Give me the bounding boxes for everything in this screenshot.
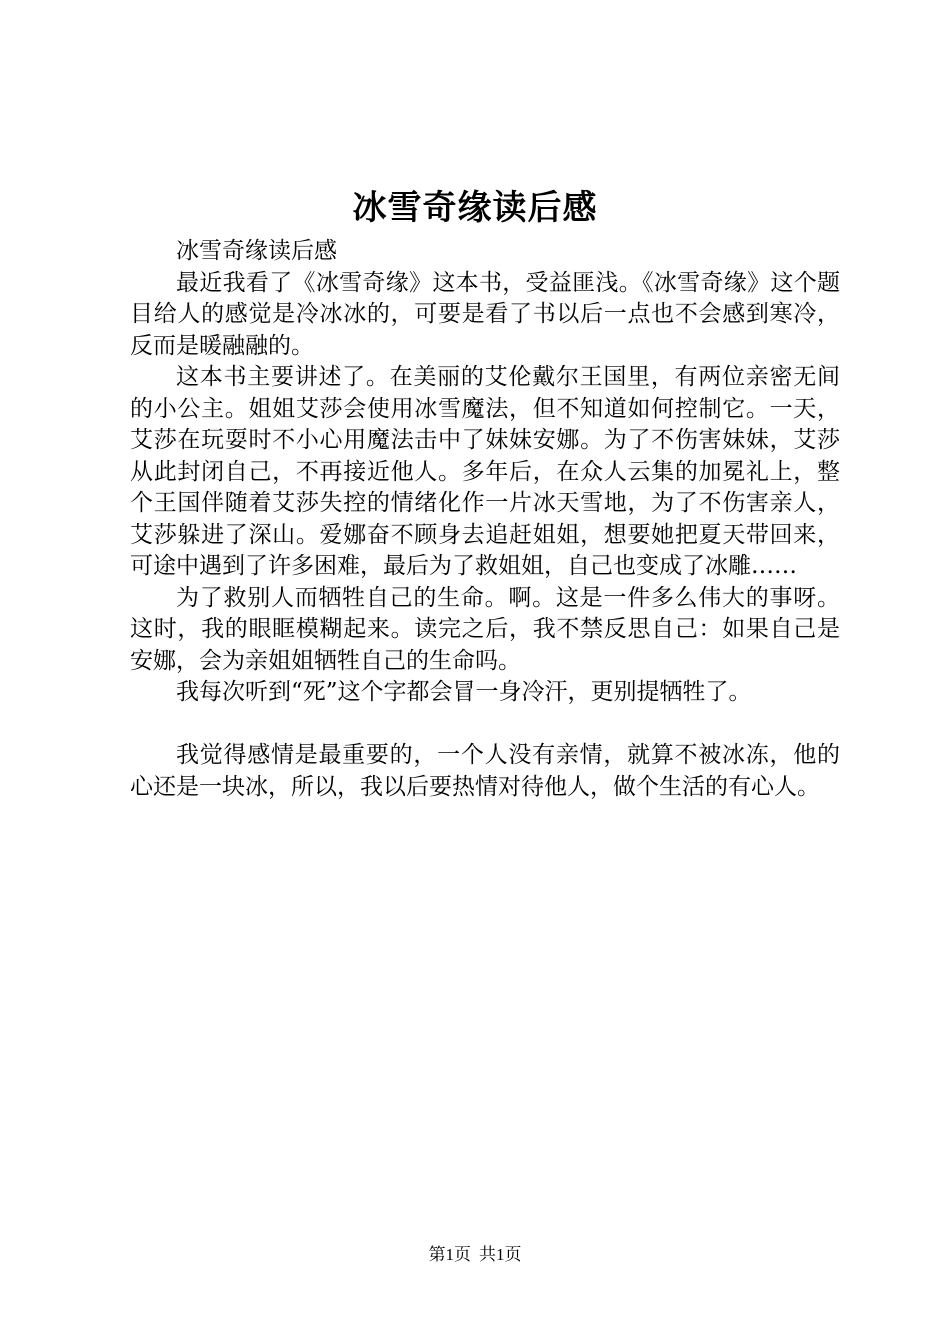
page-footer	[0, 1243, 950, 1267]
paragraph-spacer	[130, 709, 840, 741]
paragraph-4: 我每次听到“死”这个字都会冒一身冷汗，更别提牺牲了。	[176, 679, 752, 705]
document-body	[130, 236, 840, 803]
paragraph-2: 这本书主要讲述了。在美丽的艾伦戴尔王国里，有两位亲密无间的小公主。姐姐艾莎会使用冰雪魔法，但不知道如何控制它。一天，艾莎在玩耍时不小心用魔法击中了妹妹安娜。为了不伤害妹妹，艾莎从此封闭自己，不再接近他人。多年后，在众人云集的加冕礼上，整个王国伴随着艾莎失控的情绪化作一片冰天雪地，为了不伤害亲人，艾莎躲进了深山。爱娜奋不顾身去追赶姐姐，想要她把夏天带回来，可途中遇到了许多困难，最后为了救姐姐，自己也变成了冰雕……	[130, 364, 840, 579]
paragraph-5: 我觉得感情是最重要的，一个人没有亲情，就算不被冰冻，他的心还是一块冰，所以，我以后要热情对待他人，做个生活的有心人。	[130, 742, 840, 800]
page-number: 第1页	[428, 1245, 471, 1264]
paragraph-3: 为了救别人而牺牲自己的生命。啊。这是一件多么伟大的事呀。这时，我的眼眶模糊起来。读完之后，我不禁反思自己：如果自己是安娜，会为亲姐姐牺牲自己的生命吗。	[130, 584, 840, 674]
paragraph-1: 最近我看了《冰雪奇缘》这本书，受益匪浅。《冰雪奇缘》这个题目给人的感觉是冷冰冰的，可要是看了书以后一点也不会感到寒冷，反而是暖融融的。	[130, 269, 840, 359]
paragraph-subtitle: 冰雪奇缘读后感	[176, 238, 337, 264]
page-total: 共1页	[479, 1245, 522, 1264]
document-title: 冰雪奇缘读后感	[352, 188, 598, 228]
